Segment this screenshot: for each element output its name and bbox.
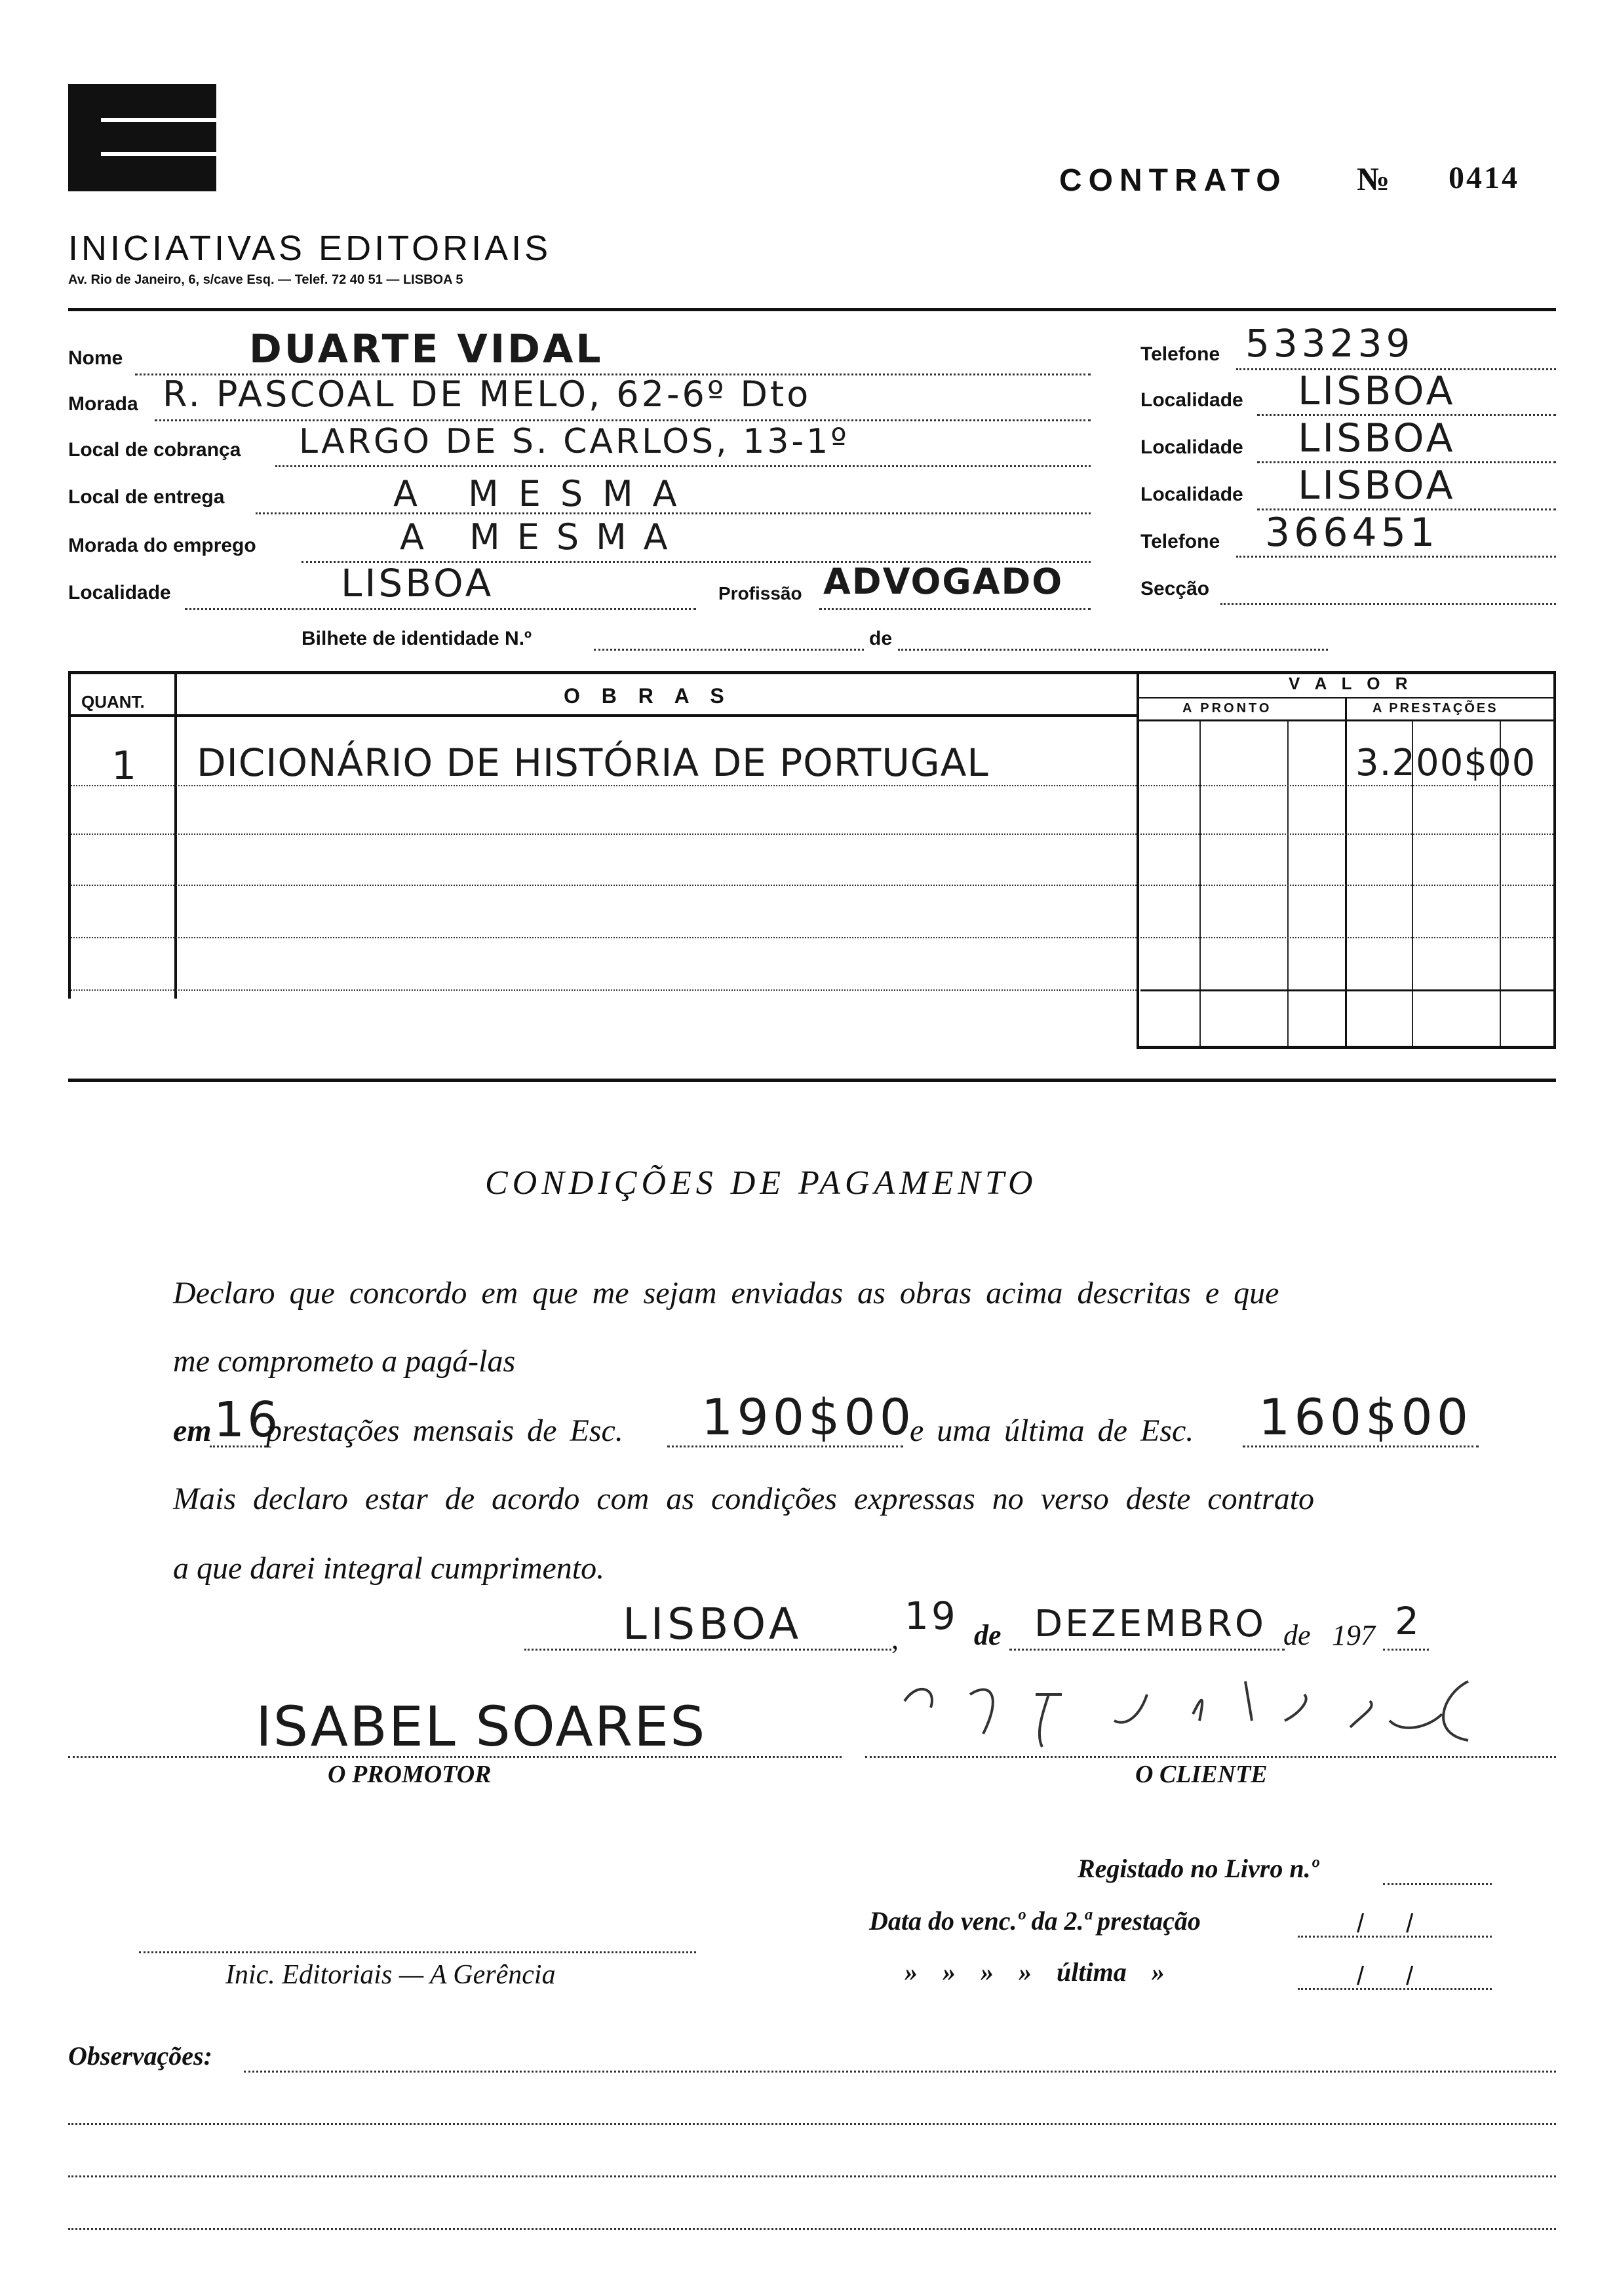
nome-label: Nome [68, 347, 123, 369]
localidade3-label: Localidade [1140, 484, 1243, 505]
conditions-line2: me comprometo a pagá-las [173, 1344, 516, 1379]
bilhete-date-line [898, 649, 1328, 651]
localidade2-value: LISBOA [1298, 415, 1456, 461]
conditions-title: CONDIÇÕES DE PAGAMENTO [485, 1164, 1038, 1202]
valor-header: V A L O R [1289, 674, 1413, 693]
profissao-label: Profissão [718, 583, 802, 603]
ultima-text: e uma última de Esc. [910, 1413, 1194, 1448]
row1-prestacoes: 3.200$00 [1355, 742, 1536, 784]
header-rule [68, 308, 1556, 311]
localidade3-value: LISBOA [1298, 463, 1456, 508]
client-signature [891, 1655, 1508, 1753]
nome-value: DUARTE VIDAL [249, 326, 604, 372]
telefone2-value: 366451 [1265, 510, 1439, 556]
contract-no-symbol: № [1357, 161, 1390, 197]
conditions-em: em [173, 1413, 212, 1448]
observacoes-line1 [244, 2071, 1556, 2073]
table-bottom-rule [68, 1079, 1556, 1082]
bilhete-line [594, 649, 864, 651]
company-name: INICIATIVAS EDITORIAIS [68, 229, 552, 268]
observacoes-line3 [68, 2175, 1556, 2177]
ultima-label: » » » » última » [905, 1957, 1165, 1987]
entrega-value: A MESMA [393, 473, 697, 514]
seccao-label: Secção [1140, 578, 1210, 600]
observacoes-line4 [68, 2228, 1556, 2230]
livro-label: Registado no Livro n.º [1078, 1854, 1319, 1883]
telefone-label: Telefone [1140, 343, 1220, 365]
gerencia-line [139, 1951, 696, 1953]
cliente-label: O CLIENTE [1135, 1761, 1268, 1788]
cobranca-label: Local de cobrança [68, 439, 241, 461]
entrega-label: Local de entrega [68, 486, 225, 508]
date-day-value: 19 [905, 1594, 958, 1638]
valor-mensal-value: 190$00 [701, 1388, 916, 1446]
date-year-line [1383, 1649, 1429, 1651]
morada-value: R. PASCOAL DE MELO, 62-6º Dto [163, 373, 811, 415]
emprego-label: Morada do emprego [68, 535, 256, 556]
bilhete-de-label: de [869, 628, 893, 649]
date-local-value: LISBOA [623, 1599, 803, 1649]
observacoes-line2 [68, 2123, 1556, 2125]
data-venc-label: Data do venc.º da 2.ª prestação [869, 1906, 1201, 1936]
date-de2: de [1283, 1619, 1311, 1651]
profissao-line [819, 608, 1091, 610]
localidade1-value: LISBOA [1298, 368, 1456, 414]
contract-title: CONTRATO [1059, 163, 1287, 198]
morada-label: Morada [68, 393, 138, 415]
date-de1: de [974, 1619, 1002, 1651]
promotor-label: O PROMOTOR [328, 1761, 492, 1788]
bilhete-label: Bilhete de identidade N.º [302, 628, 532, 649]
cobranca-value: LARGO DE S. CARLOS, 13-1º [299, 422, 849, 461]
prestacoes-header: A PRESTAÇÕES [1372, 701, 1498, 716]
cobranca-line [275, 465, 1091, 467]
row1-obra: DICIONÁRIO DE HISTÓRIA DE PORTUGAL [197, 740, 989, 785]
num-prestacoes-value: 16 [214, 1392, 281, 1448]
localidade1-label: Localidade [1140, 389, 1243, 411]
localidade-line [185, 608, 696, 610]
localidade-value: LISBOA [341, 561, 494, 605]
telefone2-line [1236, 556, 1556, 558]
emprego-value: A MESMA [400, 516, 685, 558]
profissao-value: ADVOGADO [823, 561, 1064, 602]
prestacoes-text: prestações mensais de Esc. [266, 1413, 623, 1448]
obras-header: O B R A S [564, 684, 732, 708]
conditions-line1: Declaro que concordo em que me sejam enviadas as obras acima descritas e que [173, 1276, 1279, 1311]
date-month-line [1009, 1649, 1285, 1651]
contract-number: 0414 [1449, 161, 1519, 195]
conditions-line4: Mais declaro estar de acordo com as condições expressas no verso deste contrato [173, 1482, 1315, 1516]
promotor-signature: ISABEL SOARES [256, 1694, 707, 1759]
ultima-slashes: // [1357, 1962, 1456, 1991]
observacoes-label: Observações: [68, 2041, 212, 2071]
data-venc-slashes: // [1357, 1909, 1456, 1938]
row1-quant: 1 [111, 743, 140, 789]
telefone-value: 533239 [1245, 321, 1414, 366]
valor-ultima-value: 160$00 [1258, 1388, 1473, 1446]
gerencia-label: Inic. Editoriais — A Gerência [225, 1960, 556, 1990]
localidade-label: Localidade [68, 582, 171, 603]
localidade2-label: Localidade [1140, 436, 1243, 458]
date-year-prefix: 197 [1332, 1619, 1375, 1651]
date-year-suffix: 2 [1395, 1599, 1422, 1643]
cliente-line [865, 1756, 1556, 1758]
livro-line [1383, 1883, 1492, 1885]
seccao-line [1220, 603, 1556, 605]
company-address: Av. Rio de Janeiro, 6, s/cave Esq. — Telef. 72 40 51 — LISBOA 5 [68, 273, 463, 287]
quant-header: QUANT. [81, 692, 145, 712]
date-comma: , [891, 1623, 899, 1655]
telefone2-label: Telefone [1140, 531, 1220, 552]
morada-line [155, 419, 1091, 421]
date-month-value: DEZEMBRO [1034, 1603, 1266, 1645]
pronto-header: A PRONTO [1182, 701, 1272, 716]
conditions-line5: a que darei integral cumprimento. [173, 1551, 605, 1586]
